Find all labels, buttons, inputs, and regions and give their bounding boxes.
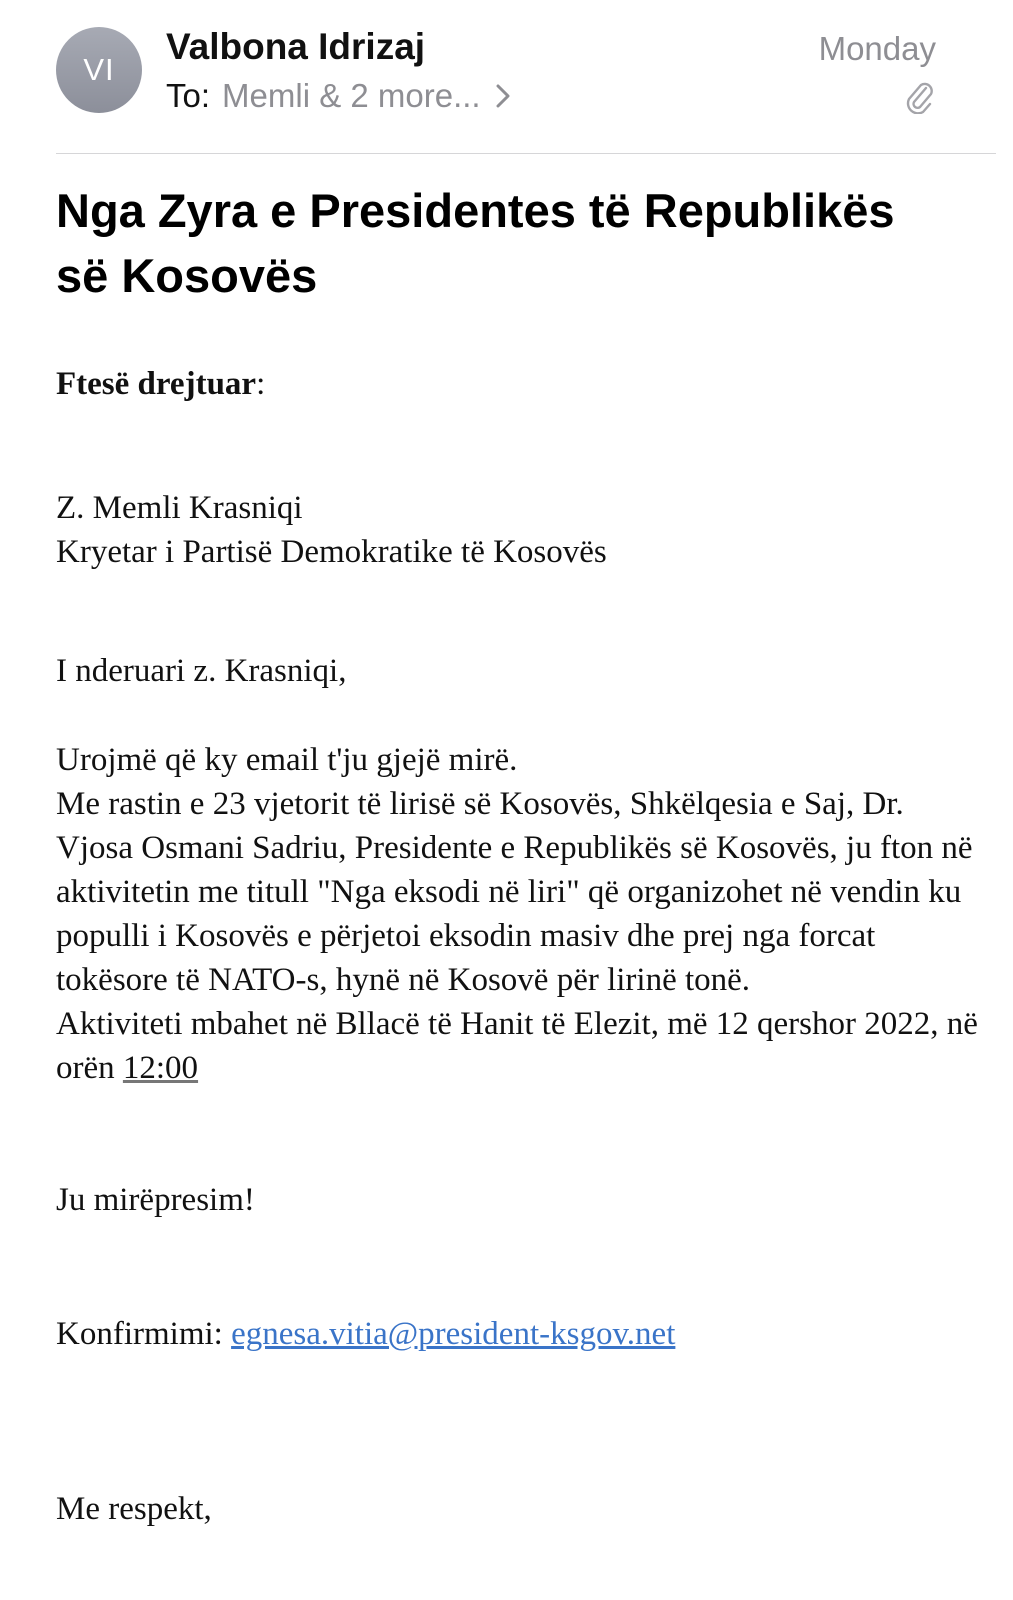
recipient-title: Kryetar i Partisë Demokratike të Kosovës [56,534,607,570]
paperclip-icon[interactable] [904,80,934,114]
confirm-email-link[interactable]: egnesa.vitia@president-ksgov.net [231,1316,676,1352]
greeting: I nderuari z. Krasniqi, [56,653,347,689]
confirm-label: Konfirmimi: [56,1316,223,1352]
event-time[interactable]: 12:00 [122,1050,199,1086]
closing-line: Me respekt, [56,1491,212,1527]
opening-line: Urojmë që ky email t'ju gjejë mirë. [56,742,518,778]
chevron-right-icon[interactable] [495,82,511,110]
addressed-label-colon: : [256,366,266,402]
welcome-line: Ju mirëpresim! [56,1182,255,1218]
recipient-block [56,486,986,574]
recipients-line[interactable] [166,77,511,115]
email-subject: Nga Zyra e Presidentes të Republikës së Kosovës [56,184,895,302]
recipient-name: Z. Memli Krasniqi [56,490,303,526]
header-divider [56,153,996,154]
recipients-summary[interactable]: Memli & 2 more... [222,77,481,114]
event-details [56,1002,986,1090]
sender-name[interactable]: Valbona Idrizaj [166,26,426,67]
main-paragraph [56,738,986,1090]
sender-avatar[interactable]: VI [56,27,142,113]
email-date: Monday [818,30,936,67]
confirmation-line [56,1312,986,1356]
to-label: To: [166,77,211,114]
event-line: Aktiviteti mbahet në Bllacë të Hanit të Elezit, më 12 qershor 2022, në orën [56,1006,978,1086]
invitation-text: Me rastin e 23 vjetorit të lirisë së Kosovës, Shkëlqesia e Saj, Dr. Vjosa Osmani Sadriu, Presidente e Republikës së Kosovës, ju fton në aktivitetin me titull "Nga eksodi në liri" që organizohet në vendin ku populli i Kosovës e përjetoi eksodin masiv dhe prej nga forcat tokësore të NATO-s, hynë në Kosovë për lirinë tonë. [56,786,973,998]
addressed-to-label [56,362,986,406]
addressed-label-text: Ftesë drejtuar [56,366,257,402]
email-header [0,0,1013,156]
